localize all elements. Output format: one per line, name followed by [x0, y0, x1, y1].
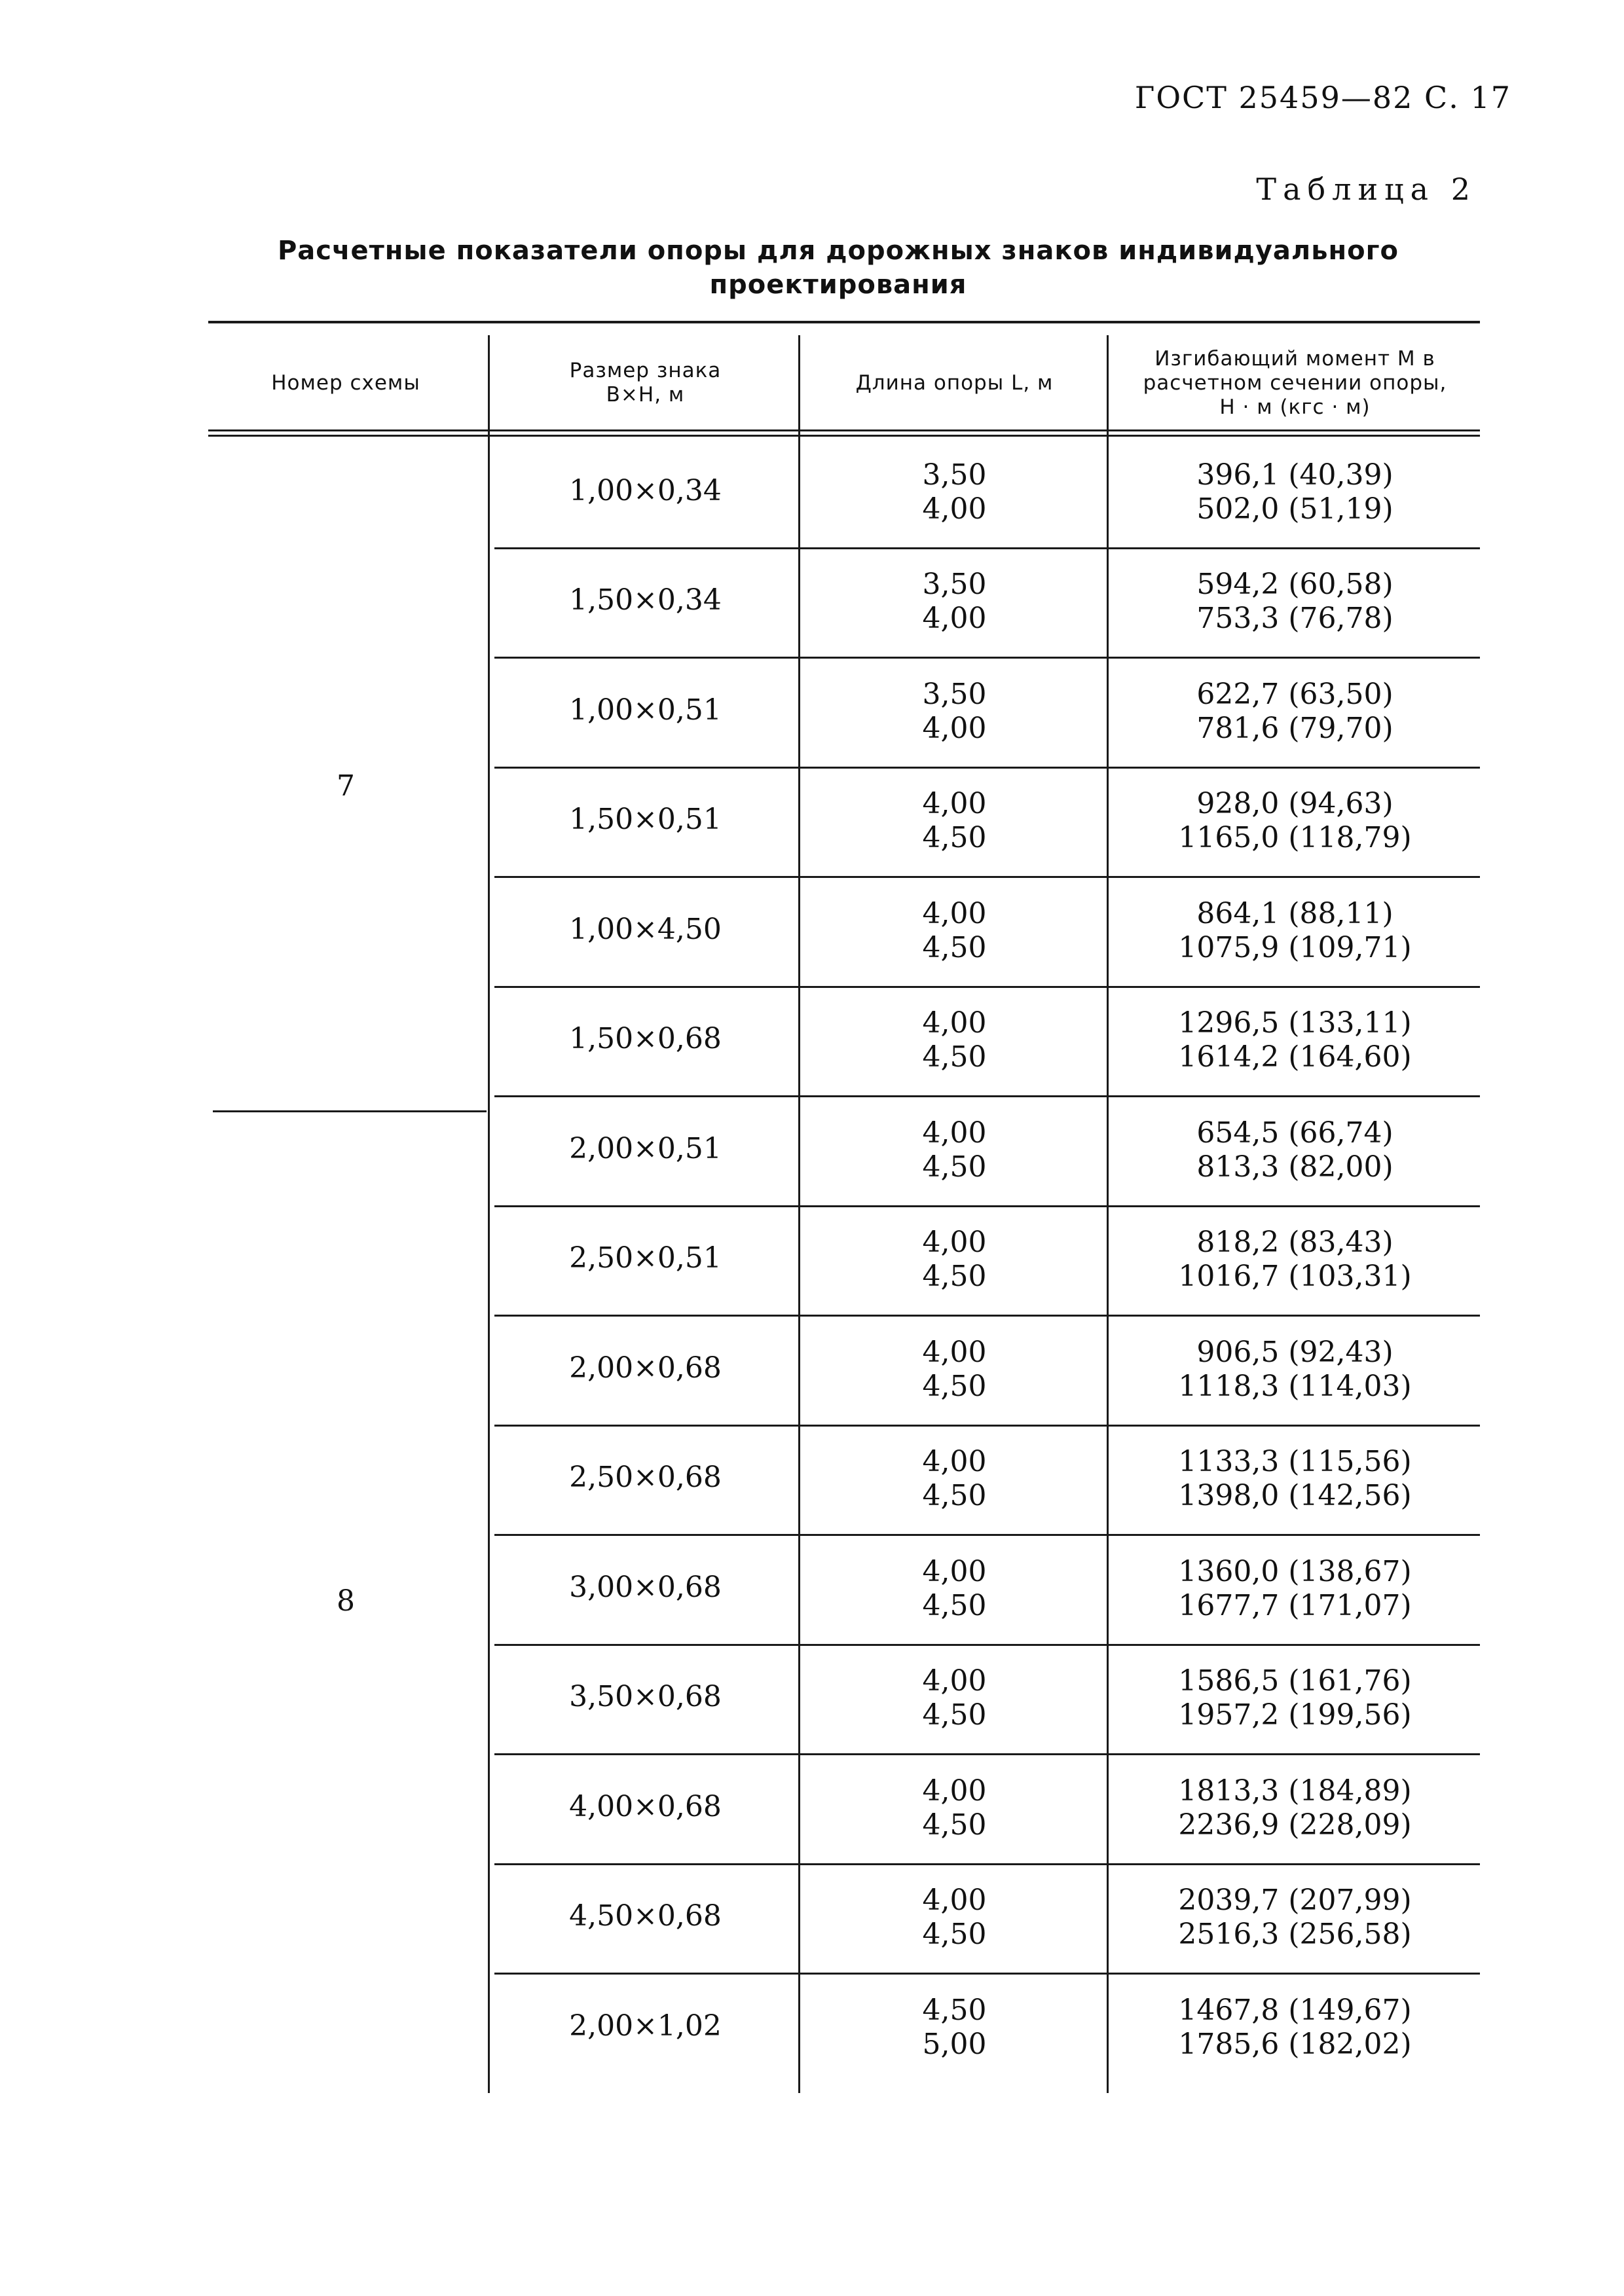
support-length-value: 3,50 — [922, 568, 987, 602]
sign-size-cell: 3,50×0,68 — [569, 1680, 722, 1714]
table-title — [196, 234, 1480, 302]
sign-size-cell: 1,00×0,51 — [569, 693, 722, 727]
row-separator — [494, 1095, 1480, 1097]
bending-moment-value: 1398,0 (142,56) — [1178, 1479, 1412, 1513]
header-scheme — [208, 334, 483, 432]
scheme-number-7: 7 — [337, 769, 355, 803]
support-length-value: 4,00 — [922, 1884, 987, 1918]
bending-moment-cell — [1110, 897, 1480, 965]
sign-size-cell: 2,00×1,02 — [569, 2009, 722, 2043]
scheme-number-8: 8 — [337, 1584, 355, 1618]
bending-moment-cell — [1110, 1555, 1480, 1623]
sign-size-cell: 1,50×0,51 — [569, 803, 722, 837]
table-label: Таблица 2 — [1256, 172, 1477, 207]
bending-moment-value: 1075,9 (109,71) — [1178, 930, 1412, 964]
support-length-cell — [802, 1006, 1107, 1074]
bending-moment-value: 1360,0 (138,67) — [1178, 1554, 1412, 1588]
row-separator — [494, 876, 1480, 878]
support-length-value: 4,50 — [922, 1698, 987, 1732]
support-length-cell — [802, 1336, 1107, 1404]
bending-moment-value: 654,5 (66,74) — [1196, 1116, 1393, 1150]
bending-moment-value: 753,3 (76,78) — [1196, 602, 1393, 636]
bending-moment-value: 1677,7 (171,07) — [1178, 1588, 1412, 1622]
support-length-value: 4,50 — [922, 1993, 987, 2027]
row-separator — [494, 657, 1480, 659]
support-length-value: 4,00 — [922, 602, 987, 636]
bending-moment-value: 1118,3 (114,03) — [1178, 1369, 1412, 1403]
support-length-cell — [802, 1774, 1107, 1842]
bending-moment-value: 2516,3 (256,58) — [1178, 1918, 1412, 1952]
header-size — [493, 334, 798, 432]
support-length-value: 4,00 — [922, 1006, 987, 1040]
header-length — [802, 334, 1107, 432]
support-length-value: 4,50 — [922, 930, 987, 964]
table-title-line1: Расчетные показатели опоры для дорожных знаков индивидуального — [277, 236, 1399, 266]
bending-moment-value: 928,0 (94,63) — [1196, 787, 1393, 821]
support-length-value: 4,50 — [922, 1260, 987, 1294]
support-length-value: 4,50 — [922, 1808, 987, 1842]
row-separator — [494, 1534, 1480, 1536]
page-header: ГОСТ 25459—82 С. 17 — [1134, 80, 1511, 115]
bending-moment-value: 864,1 (88,11) — [1196, 896, 1393, 930]
header-size-line2: B×H, м — [606, 383, 685, 407]
scheme-separator — [213, 1110, 487, 1112]
support-length-value: 4,50 — [922, 1918, 987, 1952]
bending-moment-value: 2039,7 (207,99) — [1178, 1884, 1412, 1918]
support-length-value: 4,00 — [922, 787, 987, 821]
sign-size-cell: 2,50×0,51 — [569, 1241, 722, 1275]
bending-moment-value: 1614,2 (164,60) — [1178, 1040, 1412, 1074]
support-length-value: 4,50 — [922, 1588, 987, 1622]
row-separator — [494, 1863, 1480, 1865]
support-length-cell — [802, 1555, 1107, 1623]
support-length-value: 4,00 — [922, 1335, 987, 1369]
sign-size-cell: 4,00×0,68 — [569, 1789, 722, 1823]
row-separator — [494, 547, 1480, 549]
header-moment-line1: Изгибающий момент M в — [1154, 346, 1435, 371]
header-length-label: Длина опоры L, м — [855, 371, 1054, 395]
row-separator — [494, 1644, 1480, 1646]
support-length-value: 4,50 — [922, 1369, 987, 1403]
sign-size-cell: 3,00×0,68 — [569, 1570, 722, 1604]
bending-moment-cell — [1110, 1006, 1480, 1074]
support-length-value: 3,50 — [922, 458, 987, 492]
bending-moment-value: 906,5 (92,43) — [1196, 1335, 1393, 1369]
support-length-value: 4,00 — [922, 1554, 987, 1588]
bending-moment-value: 1296,5 (133,11) — [1178, 1006, 1412, 1040]
bending-moment-value: 1785,6 (182,02) — [1178, 2027, 1412, 2061]
support-length-value: 4,00 — [922, 1774, 987, 1808]
header-scheme-label: Номер схемы — [271, 371, 420, 395]
row-separator — [494, 1205, 1480, 1207]
bending-moment-cell — [1110, 1445, 1480, 1513]
bending-moment-cell — [1110, 1884, 1480, 1952]
sign-size-cell: 1,50×0,34 — [569, 583, 722, 617]
support-length-cell — [802, 678, 1107, 746]
support-length-value: 4,00 — [922, 492, 987, 526]
sign-size-cell: 2,50×0,68 — [569, 1461, 722, 1495]
support-length-value: 4,50 — [922, 1150, 987, 1184]
support-length-cell — [802, 897, 1107, 965]
row-separator — [494, 1315, 1480, 1317]
bending-moment-value: 1016,7 (103,31) — [1178, 1260, 1412, 1294]
bending-moment-cell — [1110, 1664, 1480, 1732]
column-rule-1 — [488, 335, 490, 2093]
bending-moment-value: 1957,2 (199,56) — [1178, 1698, 1412, 1732]
bending-moment-value: 1813,3 (184,89) — [1178, 1774, 1412, 1808]
support-length-value: 4,50 — [922, 1479, 987, 1513]
header-moment — [1110, 334, 1480, 432]
support-length-value: 4,00 — [922, 896, 987, 930]
column-rule-2 — [798, 335, 800, 2093]
bending-moment-value: 502,0 (51,19) — [1196, 492, 1393, 526]
row-separator — [494, 1973, 1480, 1975]
bending-moment-cell — [1110, 1336, 1480, 1404]
support-length-cell — [802, 1884, 1107, 1952]
support-length-value: 4,00 — [922, 1445, 987, 1479]
header-moment-line3: Н · м (кгс · м) — [1219, 395, 1371, 419]
support-length-cell — [802, 1226, 1107, 1294]
support-length-cell — [802, 568, 1107, 636]
sign-size-cell: 4,50×0,68 — [569, 1899, 722, 1933]
bending-moment-value: 622,7 (63,50) — [1196, 677, 1393, 711]
sign-size-cell: 1,50×0,68 — [569, 1022, 722, 1056]
bending-moment-cell — [1110, 458, 1480, 526]
bending-moment-value: 1165,0 (118,79) — [1178, 821, 1412, 855]
column-rule-3 — [1107, 335, 1109, 2093]
bending-moment-value: 1133,3 (115,56) — [1178, 1445, 1412, 1479]
header-size-line1: Размер знака — [569, 359, 722, 382]
support-length-cell — [802, 1116, 1107, 1184]
support-length-value: 4,50 — [922, 821, 987, 855]
sign-size-cell: 1,00×4,50 — [569, 912, 722, 946]
support-length-value: 4,00 — [922, 1226, 987, 1260]
bending-moment-cell — [1110, 1774, 1480, 1842]
support-length-value: 4,00 — [922, 711, 987, 745]
sign-size-cell: 1,00×0,34 — [569, 473, 722, 507]
bending-moment-cell — [1110, 1226, 1480, 1294]
bending-moment-value: 813,3 (82,00) — [1196, 1150, 1393, 1184]
bending-moment-value: 594,2 (60,58) — [1196, 568, 1393, 602]
support-length-cell — [802, 1664, 1107, 1732]
support-length-cell — [802, 787, 1107, 855]
support-length-value: 4,50 — [922, 1040, 987, 1074]
bending-moment-cell — [1110, 678, 1480, 746]
support-length-value: 4,00 — [922, 1664, 987, 1698]
support-length-value: 5,00 — [922, 2027, 987, 2061]
support-length-cell — [802, 1994, 1107, 2062]
row-separator — [494, 986, 1480, 988]
row-separator — [494, 767, 1480, 769]
bending-moment-cell — [1110, 1116, 1480, 1184]
sign-size-cell: 2,00×0,51 — [569, 1131, 722, 1165]
bending-moment-value: 781,6 (79,70) — [1196, 711, 1393, 745]
bending-moment-cell — [1110, 787, 1480, 855]
table-top-rule — [208, 321, 1480, 323]
bending-moment-value: 1467,8 (149,67) — [1178, 1993, 1412, 2027]
support-length-cell — [802, 458, 1107, 526]
header-rule-lower — [208, 435, 1480, 437]
table-title-line2: проектирования — [709, 270, 967, 300]
bending-moment-value: 1586,5 (161,76) — [1178, 1664, 1412, 1698]
header-moment-line2: расчетном сечении опоры, — [1143, 371, 1447, 395]
support-length-value: 4,00 — [922, 1116, 987, 1150]
bending-moment-value: 2236,9 (228,09) — [1178, 1808, 1412, 1842]
bending-moment-cell — [1110, 568, 1480, 636]
row-separator — [494, 1425, 1480, 1427]
sign-size-cell: 2,00×0,68 — [569, 1351, 722, 1385]
support-length-value: 3,50 — [922, 677, 987, 711]
bending-moment-value: 818,2 (83,43) — [1196, 1226, 1393, 1260]
row-separator — [494, 1753, 1480, 1755]
bending-moment-cell — [1110, 1994, 1480, 2062]
support-length-cell — [802, 1445, 1107, 1513]
bending-moment-value: 396,1 (40,39) — [1196, 458, 1393, 492]
